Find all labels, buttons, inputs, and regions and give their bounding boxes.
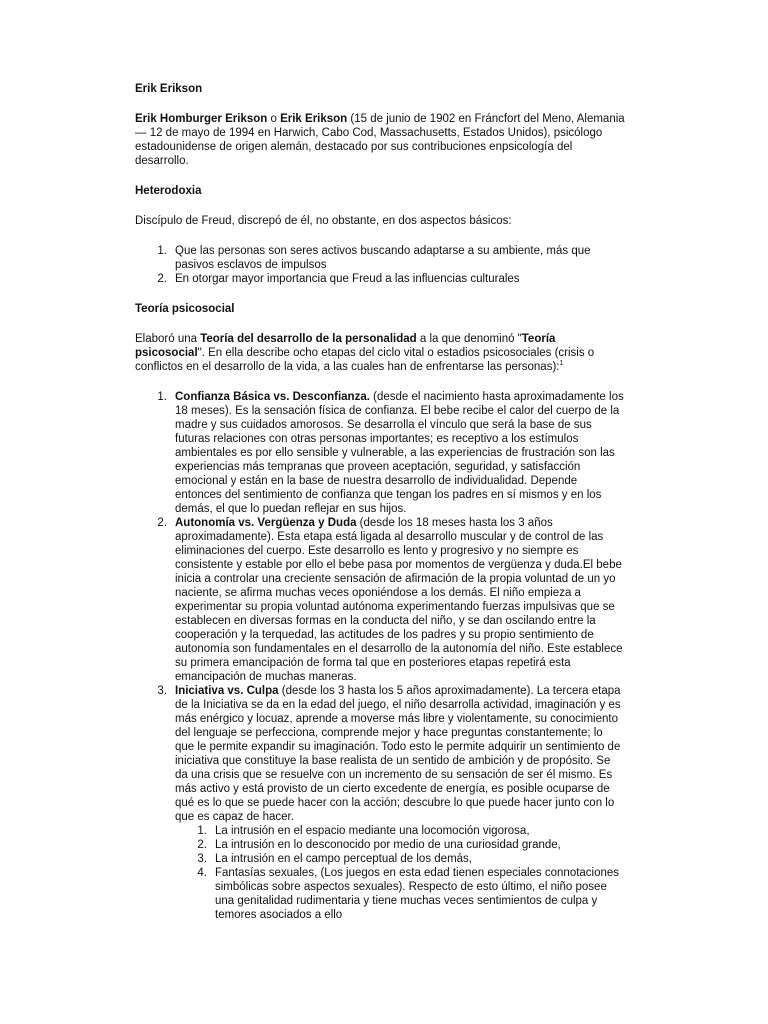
sub-list-item — [175, 824, 625, 838]
list-item-number: 1. — [157, 245, 167, 257]
stage-body — [175, 390, 625, 516]
intro-rest: (15 de junio de 1902 en Fráncfort del Meno, Alemania — 12 de mayo de 1994 en Harwich, Cabo Cod, Massachusetts, Estados Unidos), psicólogo estadounidense de origen alemán, destacado por sus contribuciones enpsicología del desarrollo. — [135, 113, 625, 167]
stage-body — [175, 684, 625, 922]
stage-text: (desde los 3 hasta los 5 años aproximadamente). La tercera etapa de la Iniciativa se da en la edad del juego, el niño desarrolla actividad, imaginación y es más enérgico y locuaz, aprende a moverse más libre y violentamente, su conocimiento del lenguaje se perfecciona, comprende mejor y hace preguntas constantemente; lo que le permite expandir su imaginación. Todo esto le permite adquirir un sentimiento de iniciativa que constituye la base realista de un sentido de ambición y de propósito. Se da una crisis que se resuelve con un incremento de su sensación de ser él mismo. Es más activo y está provisto de un cierto excedente de energía, es posible ocuparse de qué es lo que se puede hacer con la acción; descubre lo que puede hacer junto con lo que es capaz de hacer. — [175, 685, 621, 823]
list-item — [135, 244, 625, 272]
list-item — [135, 272, 625, 286]
stage-item — [135, 390, 625, 516]
teoria-text-start: Elaboró una — [135, 333, 201, 345]
stage-number: 1. — [157, 391, 167, 403]
stage-text: (desde el nacimiento hasta aproximadamente los 18 meses). Es la sensación física de confianza. El bebe recibe el calor del cuerpo de la madre y sus cuidados amorosos. Se desarrolla el vínculo que será la base de sus futuras relaciones con otras personas importantes; es receptivo a los estímulos ambientales es por ello sensible y vulnerable, a las experiencias de frustración son las experiencias más tempranas que proveen aceptación, seguridad, y satisfacción emocional y están en la base de nuestra desarrollo de individualidad. Depende entonces del sentimiento de confianza que tengan los padres en sí mismos y en los demás, el que lo puedan reflejar en sus hijos. — [175, 391, 624, 515]
document-content — [135, 82, 625, 922]
teoria-bold-2: Teoría psicosocial — [135, 333, 556, 359]
intro-paragraph — [135, 112, 625, 168]
teoria-paragraph — [135, 332, 625, 374]
heterodoxia-list — [135, 244, 625, 286]
stages-list — [135, 390, 625, 922]
sub-list-text: La intrusión en lo desconocido por medio de una curiosidad grande, — [215, 839, 561, 851]
footnote-ref[interactable]: 1 — [559, 360, 564, 368]
sub-list-number: 4. — [197, 867, 207, 879]
sub-list-text: La intrusión en el espacio mediante una locomoción vigorosa, — [215, 825, 530, 837]
stage-text: (desde los 18 meses hasta los 3 años aproximadamente). Esta etapa está ligada al desarrollo muscular y de control de las eliminaciones del cuerpo. Este desarrollo es lento y progresivo y no siempre es consistente y estable por ello el bebe pasa por momentos de vergüenza y duda.El bebe inicia a controlar una creciente sensación de afirmación de la propia voluntad de un yo naciente, se afirma muchas veces oponiéndose a los demás. El niño empieza a experimentar su propia voluntad autónoma experimentando fuerzas impulsivas que se establecen en diversas formas en la conducta del niño, y se dan oscilando entre la cooperación y la terquedad, las actitudes de los padres y su propio sentimiento de autonomía son fundamentales en el desarrollo de la autonomía del niño. Este establece su primera emancipación de forma tal que en posteriores etapas repetirá esta emancipación de muchas maneras. — [175, 517, 623, 683]
stage-item — [135, 684, 625, 922]
sub-list-text: La intrusión en el campo perceptual de los demás, — [215, 853, 472, 865]
intro-conj: o — [267, 113, 281, 125]
sub-list-text: Fantasías sexuales, (Los juegos en esta edad tienen especiales connotaciones simbólicas sobre aspectos sexuales). Respecto de esto último, el niño posee una genitalidad rudimentaria y tiene muchas veces sentimientos de culpa y temores asociados a ello — [215, 867, 620, 921]
intro-name-full: Erik Homburger Erikson — [135, 113, 268, 125]
list-item-text: En otorgar mayor importancia que Freud a las influencias culturales — [175, 273, 520, 285]
sub-list-item — [175, 852, 625, 866]
sub-list-number: 1. — [197, 825, 207, 837]
page-title: Erik Erikson — [135, 83, 203, 95]
sub-list-number: 2. — [197, 839, 207, 851]
stage-body — [175, 516, 625, 684]
stage-title: Confianza Básica vs. Desconfianza. — [175, 391, 370, 403]
teoria-text-mid: a la que denominó " — [416, 333, 522, 345]
list-item-number: 2. — [157, 273, 167, 285]
stage-title: Autonomía vs. Vergüenza y Duda — [175, 517, 357, 529]
stage-number: 3. — [157, 685, 167, 697]
heterodoxia-lead: Discípulo de Freud, discrepó de él, no obstante, en dos aspectos básicos: — [135, 215, 512, 227]
stage-number: 2. — [157, 517, 167, 529]
sub-list-number: 3. — [197, 853, 207, 865]
sub-list-item — [175, 866, 625, 922]
list-item-text: Que las personas son seres activos buscando adaptarse a su ambiente, más que pasivos esclavos de impulsos — [175, 245, 591, 271]
stage-sub-list — [175, 824, 625, 922]
intro-name-short: Erik Erikson — [280, 113, 348, 125]
stage-item — [135, 516, 625, 684]
stage-title: Iniciativa vs. Culpa — [175, 685, 279, 697]
teoria-heading: Teoría psicosocial — [135, 303, 235, 315]
heterodoxia-heading: Heterodoxia — [135, 185, 202, 197]
teoria-text-end: ". En ella describe ocho etapas del ciclo vital o estadios psicosociales (crisis o conflictos en el desarrollo de la vida, a las cuales han de enfrentarse las personas): — [135, 347, 595, 373]
teoria-bold-1: Teoría del desarrollo de la personalidad — [200, 333, 417, 345]
sub-list-item — [175, 838, 625, 852]
